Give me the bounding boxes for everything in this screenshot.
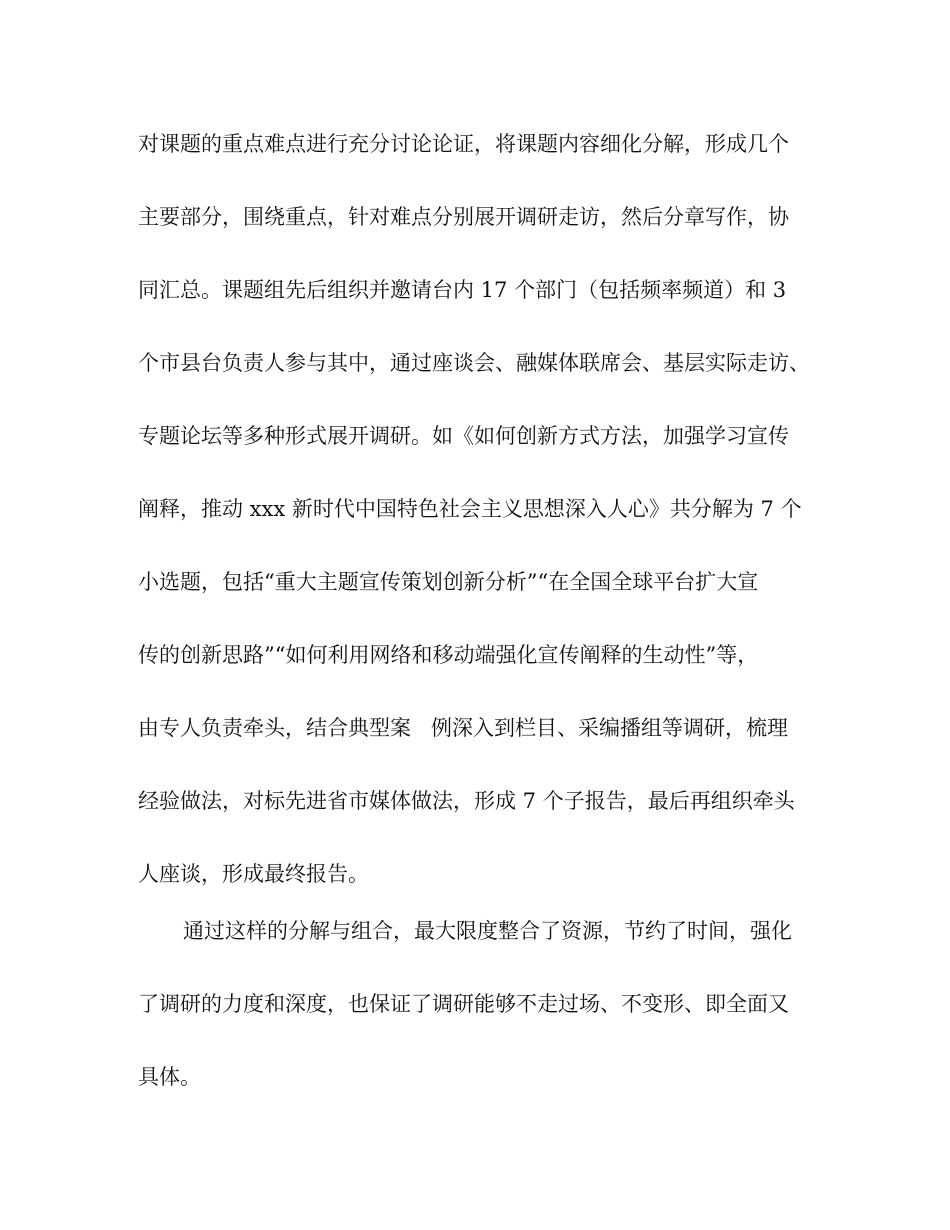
paragraph-line: 传的创新思路”“如何利用网络和移动端强化宣传阐释的生动性”等， [138, 643, 759, 667]
paragraph-line: 对课题的重点难点进行充分讨论论证，将课题内容细化分解，形成几个 [138, 132, 789, 156]
paragraph-line: 人座谈，形成最终报告。 [138, 862, 369, 886]
paragraph-line: 同汇总。课题组先后组织并邀请台内 17 个部门（包括频率频道）和 3 [138, 278, 787, 302]
paragraph-line: 阐释，推动 xxx 新时代中国特色社会主义思想深入人心》共分解为 7 个 [138, 497, 802, 521]
paragraph-line: 通过这样的分解与组合，最大限度整合了资源，节约了时间，强化 [183, 919, 792, 943]
paragraph-line: 了调研的力度和深度，也保证了调研能够不走过场、不变形、即全面又 [138, 992, 789, 1016]
paragraph-line: 具体。 [138, 1065, 201, 1089]
paragraph-line: 个市县台负责人参与其中，通过座谈会、融媒体联席会、基层实际走访、 [138, 351, 810, 375]
paragraph-line: 由专人负责牵头，结合典型案 例深入到栏目、采编播组等调研，梳理 [138, 716, 789, 740]
paragraph-line: 主要部分，围绕重点，针对难点分别展开调研走访，然后分章写作，协 [138, 205, 789, 229]
paragraph-line: 专题论坛等多种形式展开调研。如《如何创新方式方法，加强学习宣传 [138, 424, 789, 448]
paragraph-line: 经验做法，对标先进省市媒体做法，形成 7 个子报告，最后再组织牵头 [138, 789, 795, 813]
paragraph-line: 小选题，包括“重大主题宣传策划创新分析”“在全国全球平台扩大宣 [138, 570, 759, 594]
